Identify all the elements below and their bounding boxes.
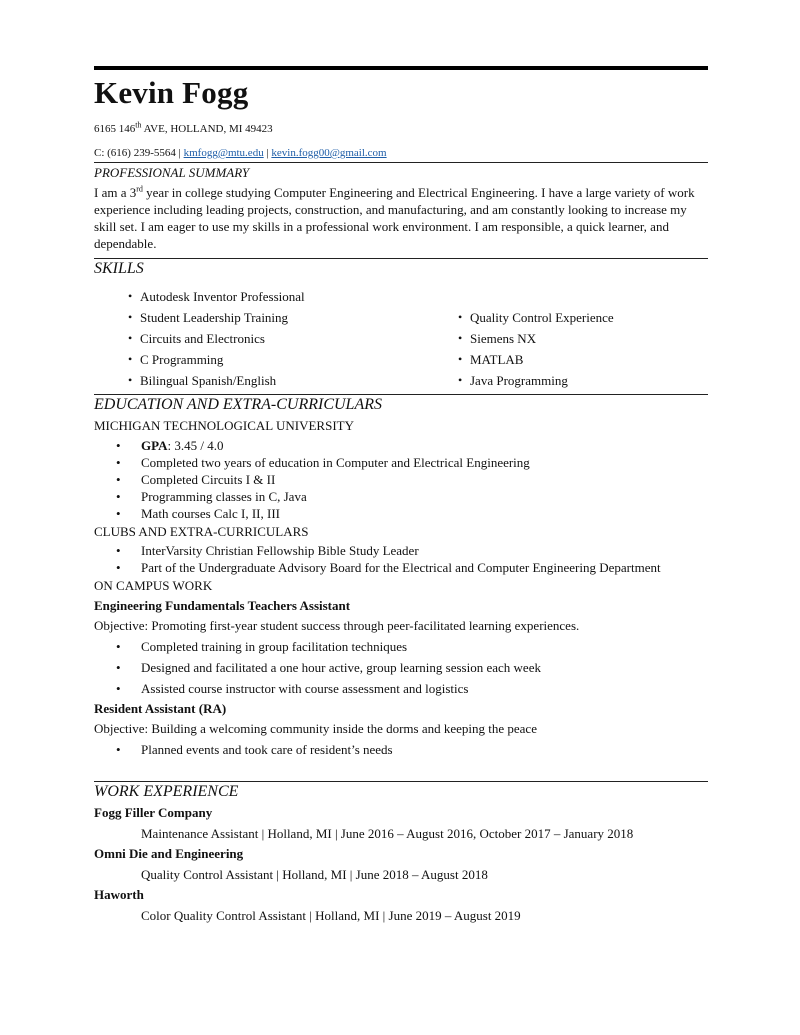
education-heading: EDUCATION AND EXTRA-CURRICULARS bbox=[94, 396, 382, 413]
skill-item: • MATLAB bbox=[458, 349, 614, 370]
skill-item: • Java Programming bbox=[458, 370, 614, 391]
ra-title: Resident Assistant (RA) bbox=[94, 701, 227, 716]
address bbox=[94, 122, 708, 136]
ta-objective: Objective: Promoting first-year student success through peer-facilitated learning experiences. bbox=[94, 618, 580, 633]
gpa-value: : 3.45 / 4.0 bbox=[167, 438, 224, 453]
skill-item: • Autodesk Inventor Professional bbox=[128, 286, 305, 307]
contact-line bbox=[94, 146, 708, 160]
skills-column-right bbox=[458, 307, 614, 391]
skill-item: • Circuits and Electronics bbox=[128, 328, 305, 349]
summary-text-sup: rd bbox=[136, 184, 143, 194]
email-school-link[interactable]: kmfogg@mtu.edu bbox=[183, 147, 264, 159]
job-detail: Maintenance Assistant | Holland, MI | June 2016 – August 2016, October 2017 – January 2018 bbox=[141, 826, 634, 841]
list-item: • Part of the Undergraduate Advisory Board for the Electrical and Computer Engineering Department bbox=[94, 559, 708, 576]
gpa-label: GPA bbox=[141, 438, 168, 453]
candidate-name: Kevin Fogg bbox=[94, 75, 249, 110]
skills-column-left bbox=[128, 286, 305, 391]
divider bbox=[94, 162, 708, 163]
resume-page bbox=[94, 66, 708, 926]
skill-item: • Siemens NX bbox=[458, 328, 614, 349]
clubs-heading: CLUBS AND EXTRA-CURRICULARS bbox=[94, 524, 309, 539]
list-item: • Planned events and took care of resident’s needs bbox=[94, 739, 708, 760]
ra-list bbox=[94, 739, 708, 760]
address-rest: AVE, HOLLAND, MI 49423 bbox=[141, 123, 273, 135]
list-item: • Completed Circuits I & II bbox=[94, 471, 708, 488]
skills-list bbox=[94, 286, 708, 394]
campus-work-heading: ON CAMPUS WORK bbox=[94, 578, 213, 593]
skill-item: • C Programming bbox=[128, 349, 305, 370]
skills-heading: SKILLS bbox=[94, 260, 144, 277]
list-item: • Assisted course instructor with course assessment and logistics bbox=[94, 678, 708, 699]
contact-separator: | bbox=[263, 147, 272, 159]
list-item: • InterVarsity Christian Fellowship Bible Study Leader bbox=[94, 542, 708, 559]
summary-text-a: I am a 3 bbox=[94, 185, 137, 200]
job-detail: Quality Control Assistant | Holland, MI | June 2018 – August 2018 bbox=[141, 867, 488, 882]
ta-list bbox=[94, 636, 708, 699]
list-item: • Programming classes in C, Java bbox=[94, 488, 708, 505]
skill-item: • Bilingual Spanish/English bbox=[128, 370, 305, 391]
ra-objective: Objective: Building a welcoming community inside the dorms and keeping the peace bbox=[94, 721, 537, 736]
skill-item: • Quality Control Experience bbox=[458, 307, 614, 328]
summary-heading: PROFESSIONAL SUMMARY bbox=[94, 165, 250, 180]
phone: C: (616) 239-5564 | bbox=[94, 147, 184, 159]
email-personal-link[interactable]: kevin.fogg00@gmail.com bbox=[271, 147, 387, 159]
divider bbox=[94, 258, 708, 259]
school-name: MICHIGAN TECHNOLOGICAL UNIVERSITY bbox=[94, 418, 354, 433]
list-item: • Math courses Calc I, II, III bbox=[94, 505, 708, 522]
skill-item: • Student Leadership Training bbox=[128, 307, 305, 328]
list-item: • Completed two years of education in Computer and Electrical Engineering bbox=[94, 454, 708, 471]
list-item: • Designed and facilitated a one hour active, group learning session each week bbox=[94, 657, 708, 678]
clubs-list bbox=[94, 542, 708, 576]
list-item: • Completed training in group facilitation techniques bbox=[94, 636, 708, 657]
top-divider bbox=[94, 66, 708, 70]
ta-title: Engineering Fundamentals Teachers Assistant bbox=[94, 598, 351, 613]
divider bbox=[94, 781, 708, 782]
job-company: Omni Die and Engineering bbox=[94, 846, 244, 861]
divider bbox=[94, 394, 708, 395]
list-item bbox=[94, 437, 708, 454]
summary-text bbox=[94, 184, 708, 252]
education-list bbox=[94, 437, 708, 522]
summary-text-b: year in college studying Computer Engineering and Electrical Engineering. I have a large variety of work experience including leading projects, construction, and manufacturing, and am constantly looking to increase my skill set. I am eager to use my skills in a professional work environment. I am responsible, a quick learner, and dependable. bbox=[94, 185, 695, 251]
work-heading: WORK EXPERIENCE bbox=[94, 783, 239, 800]
address-number: 6165 146 bbox=[94, 123, 136, 135]
job-detail: Color Quality Control Assistant | Holland, MI | June 2019 – August 2019 bbox=[141, 908, 521, 923]
job-company: Fogg Filler Company bbox=[94, 805, 213, 820]
job-company: Haworth bbox=[94, 887, 144, 902]
address-suffix: th bbox=[135, 120, 142, 130]
